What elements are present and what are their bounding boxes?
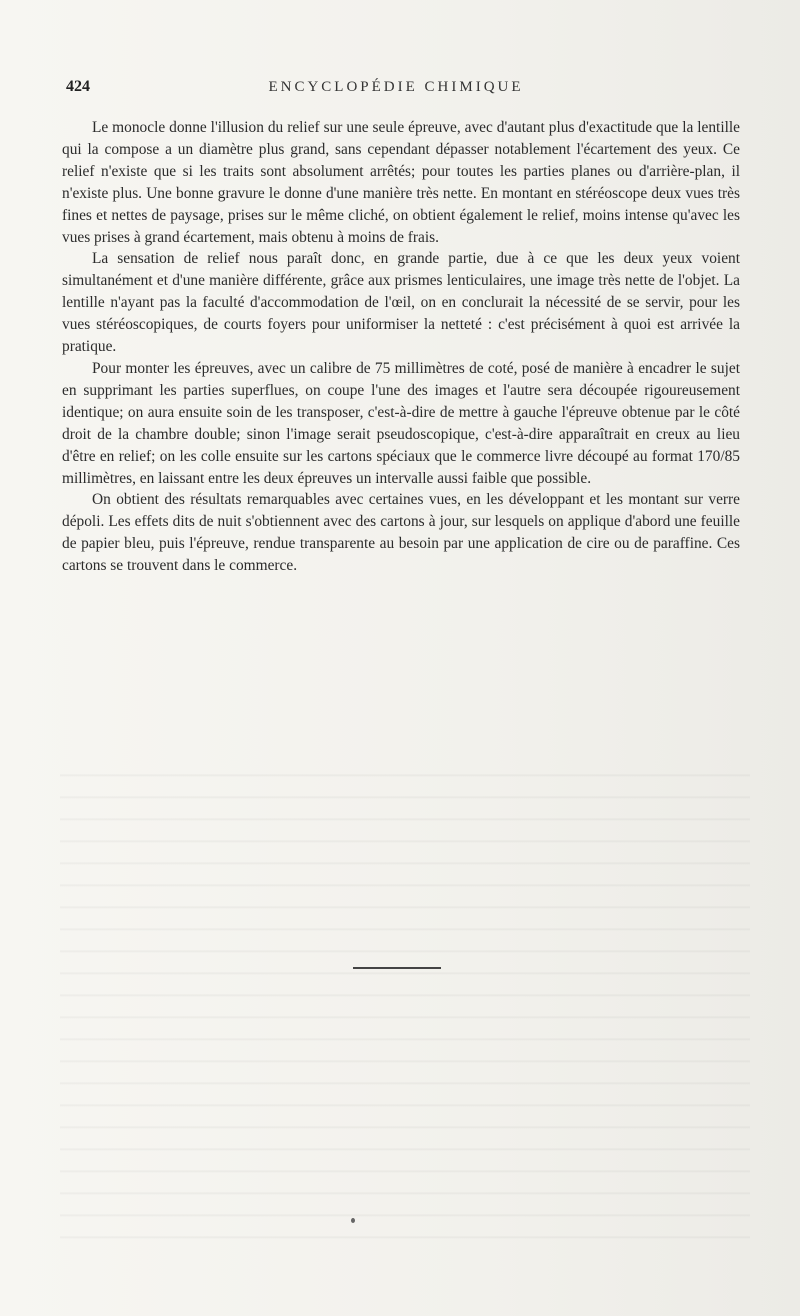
body-text [62,117,740,577]
paragraph: La sensation de relief nous paraît donc, en grande partie, due à ce que les deux yeux voient simultanément et d'une manière différente, grâce aux prismes lenticulaires, une image très nette de l'objet. La lentille n'ayant pas la faculté d'accommodation de l'œil, on en conclurait la nécessité de se servir, pour les vues stéréoscopiques, de courts foyers pour uniformiser la netteté : c'est précisément à quoi est arrivée la pratique. [62,250,740,356]
ink-speck [351,1218,355,1223]
page-header [66,78,726,102]
section-separator-rule [353,967,441,969]
bleed-through-texture [60,760,750,1240]
running-title: ENCYCLOPÉDIE CHIMIQUE [268,79,524,95]
paragraph: On obtient des résultats remarquables avec certaines vues, en les développant et les montant sur verre dépoli. Les effets dits de nuit s'obtiennent avec des cartons à jour, sur lesquels on applique d'abord une feuille de papier bleu, puis l'épreuve, rendue transparente au besoin par une application de cire ou de paraffine. Ces cartons se trouvent dans le commerce. [62,491,740,575]
paragraph: Pour monter les épreuves, avec un calibre de 75 millimètres de coté, posé de manière à encadrer le sujet en supprimant les parties superflues, on coupe l'une des images et l'autre sera découpée rigoureusement identique; on aura ensuite soin de les transposer, c'est-à-dire de mettre à gauche l'épreuve obtenue par le côté droit de la chambre double; sinon l'image serait pseudoscopique, c'est-à-dire apparaîtrait en creux au lieu d'être en relief; on les colle ensuite sur les cartons spéciaux que le commerce livre découpé au format 170/85 millimètres, en laissant entre les deux épreuves un intervalle aussi faible que possible. [62,359,740,487]
paragraph: Le monocle donne l'illusion du relief sur une seule épreuve, avec d'autant plus d'exactitude que la lentille qui la compose a un diamètre plus grand, sans cependant dépasser notablement l'écartement des yeux. Ce relief n'existe que si les traits sont absolument arrêtés; pour toutes les parties planes ou d'arrière-plan, il n'existe plus. Une bonne gravure le donne d'une manière très nette. En montant en stéréoscope deux vues très fines et nettes de paysage, prises sur le même cliché, on obtient également le relief, moins intense qu'avec les vues prises à grand écartement, mais obtenu à moins de frais. [62,119,740,246]
page-number: 424 [66,78,90,95]
